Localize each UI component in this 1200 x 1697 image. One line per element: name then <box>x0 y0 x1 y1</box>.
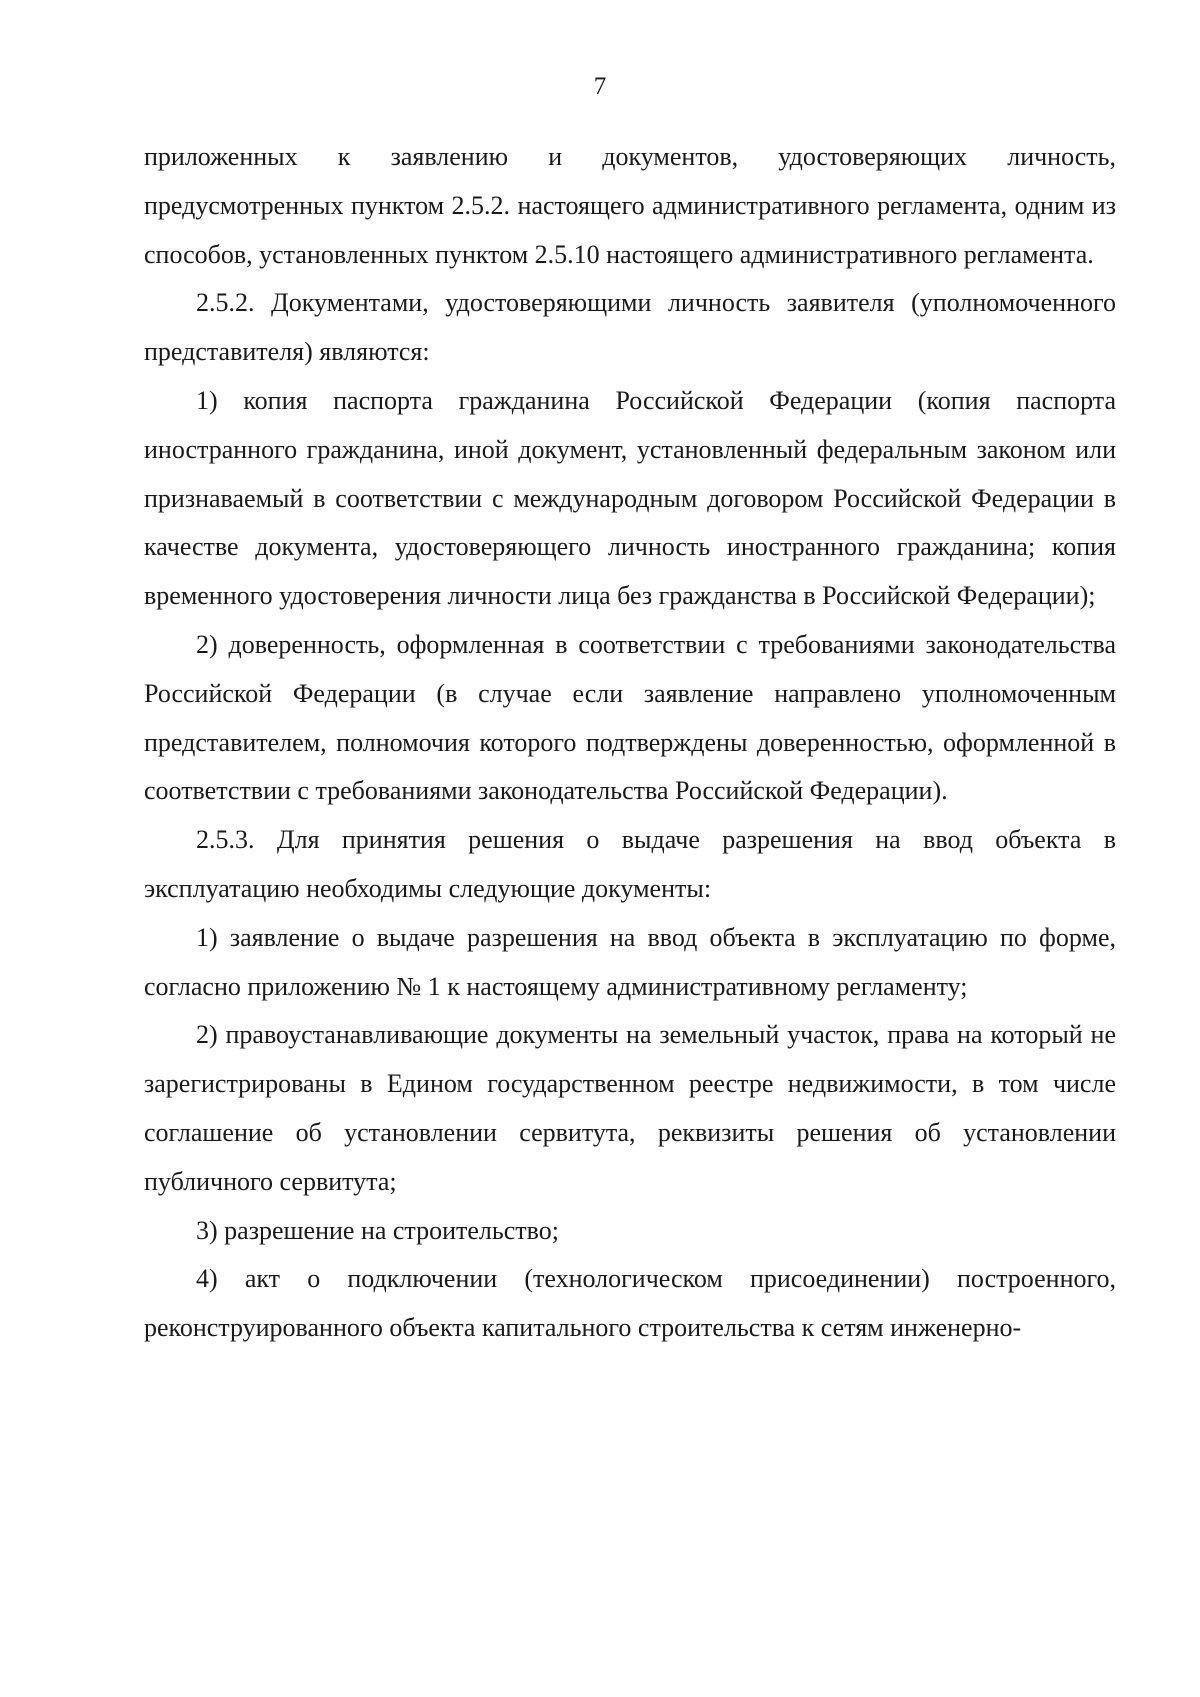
paragraph-2-5-2: 2.5.2. Документами, удостоверяющими личность заявителя (уполномоченного представителя) являются: <box>144 288 1116 367</box>
list-item-land-documents: 2) правоустанавливающие документы на земельный участок, права на который не зарегистрированы в Едином государственном реестре недвижимости, в том числе соглашение об установлении сервитута, реквизиты решения об установлении публичного сервитута; <box>144 1020 1116 1196</box>
paragraph-2-5-3: 2.5.3. Для принятия решения о выдаче разрешения на ввод объекта в эксплуатацию необходимы следующие документы: <box>144 825 1116 903</box>
list-item-power-of-attorney: 2) доверенность, оформленная в соответствии с требованиями законодательства Российской Федерации (в случае если заявление направлено уполномоченным представителем, полномочия которого подтверждены доверенностью, оформленной в соответствии с требованиями законодательства Российской Федерации). <box>144 629 1116 806</box>
list-item-passport: 1) копия паспорта гражданина Российской Федерации (копия паспорта иностранного гражданина, иной документ, установленный федеральным законом или признаваемый в соответствии с международным договором Российской Федерации в качестве документа, удостоверяющего личность иностранного гражданина; копия временного удостоверения личности лица без гражданства в Российской Федерации); <box>144 385 1116 611</box>
document-body <box>144 133 1116 1353</box>
list-item-connection-act: 4) акт о подключении (технологическом присоединении) построенного, реконструированного объекта капитального строительства к сетям инженерно- <box>144 1264 1116 1343</box>
paragraph-continuation: приложенных к заявлению и документов, удостоверяющих личность, предусмотренных пунктом 2.5.2. настоящего административного регламента, одним из способов, установленных пунктом 2.5.10 настоящего административного регламента. <box>144 142 1116 269</box>
page-number: 7 <box>593 73 607 100</box>
list-item-application: 1) заявление о выдаче разрешения на ввод объекта в эксплуатацию по форме, согласно приложению № 1 к настоящему административному регламенту; <box>144 922 1116 1001</box>
list-item-building-permit: 3) разрешение на строительство; <box>196 1215 559 1245</box>
